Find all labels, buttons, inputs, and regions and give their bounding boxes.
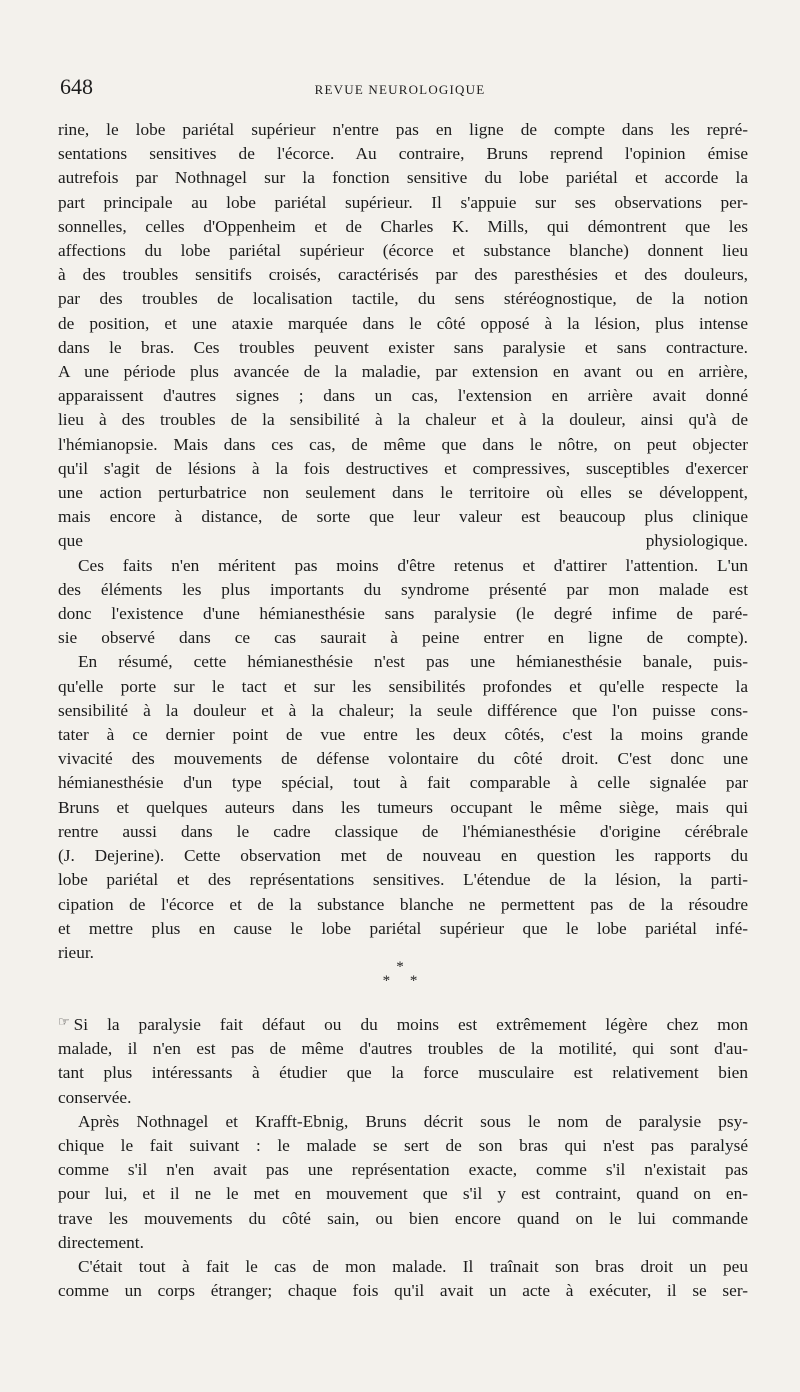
text-line: Bruns et quelques auteurs dans les tumeurs occupant le même siège, mais qui	[58, 797, 748, 817]
text-line: vivacité des mouvements de défense volontaire du côté droit. C'est donc une	[58, 749, 748, 769]
text-line: une action perturbatrice non seulement dans le territoire où elles se développent,	[58, 483, 748, 503]
text-line: hémianesthésie d'un type spécial, tout à fait comparable à celle signalée par	[58, 773, 748, 793]
text-line: En résumé, cette hémianesthésie n'est pas une hémianesthésie banale, puis-	[78, 652, 748, 672]
text-line: par des troubles de localisation tactile, du sens stéréognostique, de la notion	[58, 289, 748, 309]
pointing-hand-icon: ☞	[58, 1014, 70, 1029]
text-line: Ces faits n'en méritent pas moins d'être retenus et d'attirer l'attention. L'un	[78, 555, 748, 575]
text-line: rieur.	[58, 942, 94, 962]
paragraph	[58, 1010, 748, 1110]
text-line: C'était tout à fait le cas de mon malade. Il traînait son bras droit un peu	[78, 1257, 748, 1277]
text-line: pour lui, et il ne le met en mouvement que s'il y est contraint, quand on en-	[58, 1184, 748, 1204]
text-line: dans le bras. Ces troubles peuvent exister sans paralysie et sans contracture.	[58, 337, 748, 357]
text-line: affections du lobe pariétal supérieur (écorce et substance blanche) donnent lieu	[58, 241, 748, 261]
body-text-section-2	[58, 1010, 748, 1303]
paragraph	[58, 554, 748, 651]
section-asterism	[0, 960, 800, 988]
text-line	[58, 1010, 748, 1037]
text-line: comme un corps étranger; chaque fois qu'il avait un acte à exécuter, il se ser-	[58, 1281, 748, 1301]
text-line: trave les mouvements du côté sain, ou bien encore quand on le lui commande	[58, 1208, 748, 1228]
text-line: tant plus intéressants à étudier que la force musculaire est relativement bien	[58, 1063, 748, 1083]
text-line: autrefois par Nothnagel sur la fonction sensitive du lobe pariétal et accorde la	[58, 168, 748, 188]
text-line: Après Nothnagel et Krafft-Ebnig, Bruns décrit sous le nom de paralysie psy-	[78, 1111, 748, 1131]
text-line: des éléments les plus importants du syndrome présenté par mon malade est	[58, 579, 748, 599]
text-line-content: Si la paralysie fait défaut ou du moins est extrêmement légère chez mon	[73, 1015, 748, 1034]
asterism-bottom: * *	[382, 973, 426, 989]
text-line: sensibilité à la douleur et à la chaleur; la seule différence que l'on puisse cons-	[58, 700, 748, 720]
text-line: tater à ce dernier point de vue entre les deux côtés, c'est la moins grande	[58, 725, 748, 745]
page-number: 648	[60, 74, 93, 99]
body-text	[58, 118, 748, 965]
text-line: mais encore à distance, de sorte que leur valeur est beaucoup plus clinique	[58, 507, 748, 527]
text-line: conservée.	[58, 1087, 132, 1107]
text-line: cipation de l'écorce et de la substance blanche ne permettent pas de la résoudre	[58, 894, 748, 914]
text-line: à des troubles sensitifs croisés, caractérisés par des paresthésies et des douleurs,	[58, 265, 748, 285]
text-line: lobe pariétal et des représentations sensitives. L'étendue de la lésion, la parti-	[58, 870, 748, 890]
text-line: que physiologique.	[58, 531, 748, 551]
paragraph	[58, 650, 748, 965]
text-line: sie observé dans ce cas saurait à peine entrer en ligne de compte).	[58, 628, 748, 648]
text-line: (J. Dejerine). Cette observation met de nouveau en question les rapports du	[58, 846, 748, 866]
paragraph	[58, 118, 748, 554]
text-line: A une période plus avancée de la maladie, par extension en avant ou en arrière,	[58, 362, 748, 382]
paragraph	[58, 1255, 748, 1303]
text-line: qu'elle porte sur le tact et sur les sensibilités profondes et qu'elle respecte la	[58, 676, 748, 696]
text-line: donc l'existence d'une hémianesthésie sans paralysie (le degré infime de paré-	[58, 604, 748, 624]
text-line: chique le fait suivant : le malade se sert de son bras qui n'est pas paralysé	[58, 1136, 748, 1156]
text-line: lieu à des troubles de la sensibilité à la chaleur et à la douleur, ainsi qu'à de	[58, 410, 748, 430]
text-line: comme s'il n'en avait pas une représentation exacte, comme s'il n'existait pas	[58, 1160, 748, 1180]
text-line: l'hémianopsie. Mais dans ces cas, de même que dans le nôtre, on peut objecter	[58, 434, 748, 454]
running-title: REVUE NEUROLOGIQUE	[314, 82, 486, 97]
text-line: malade, il n'en est pas de même d'autres troubles de la motilité, qui sont d'au-	[58, 1039, 748, 1059]
text-line: apparaissent d'autres signes ; dans un cas, l'extension en arrière avait donné	[58, 386, 748, 406]
page-header	[58, 74, 742, 104]
text-line: sentations sensitives de l'écorce. Au contraire, Bruns reprend l'opinion émise	[58, 144, 748, 164]
text-line: sonnelles, celles d'Oppenheim et de Charles K. Mills, qui démontrent que les	[58, 216, 748, 236]
text-line: et mettre plus en cause le lobe pariétal supérieur que le lobe pariétal infé-	[58, 918, 748, 938]
text-line: directement.	[58, 1232, 144, 1252]
text-line: rine, le lobe pariétal supérieur n'entre pas en ligne de compte dans les repré-	[58, 120, 748, 139]
text-line: part principale au lobe pariétal supérieur. Il s'appuie sur ses observations per-	[58, 192, 748, 212]
asterism-top: *	[396, 959, 404, 975]
text-line: rentre aussi dans le cadre classique de l'hémianesthésie d'origine cérébrale	[58, 821, 748, 841]
text-line: de position, et une ataxie marquée dans le côté opposé à la lésion, plus intense	[58, 313, 748, 333]
text-line: qu'il s'agit de lésions à la fois destructives et compressives, susceptibles d'exercer	[58, 458, 748, 478]
paragraph	[58, 1110, 748, 1255]
